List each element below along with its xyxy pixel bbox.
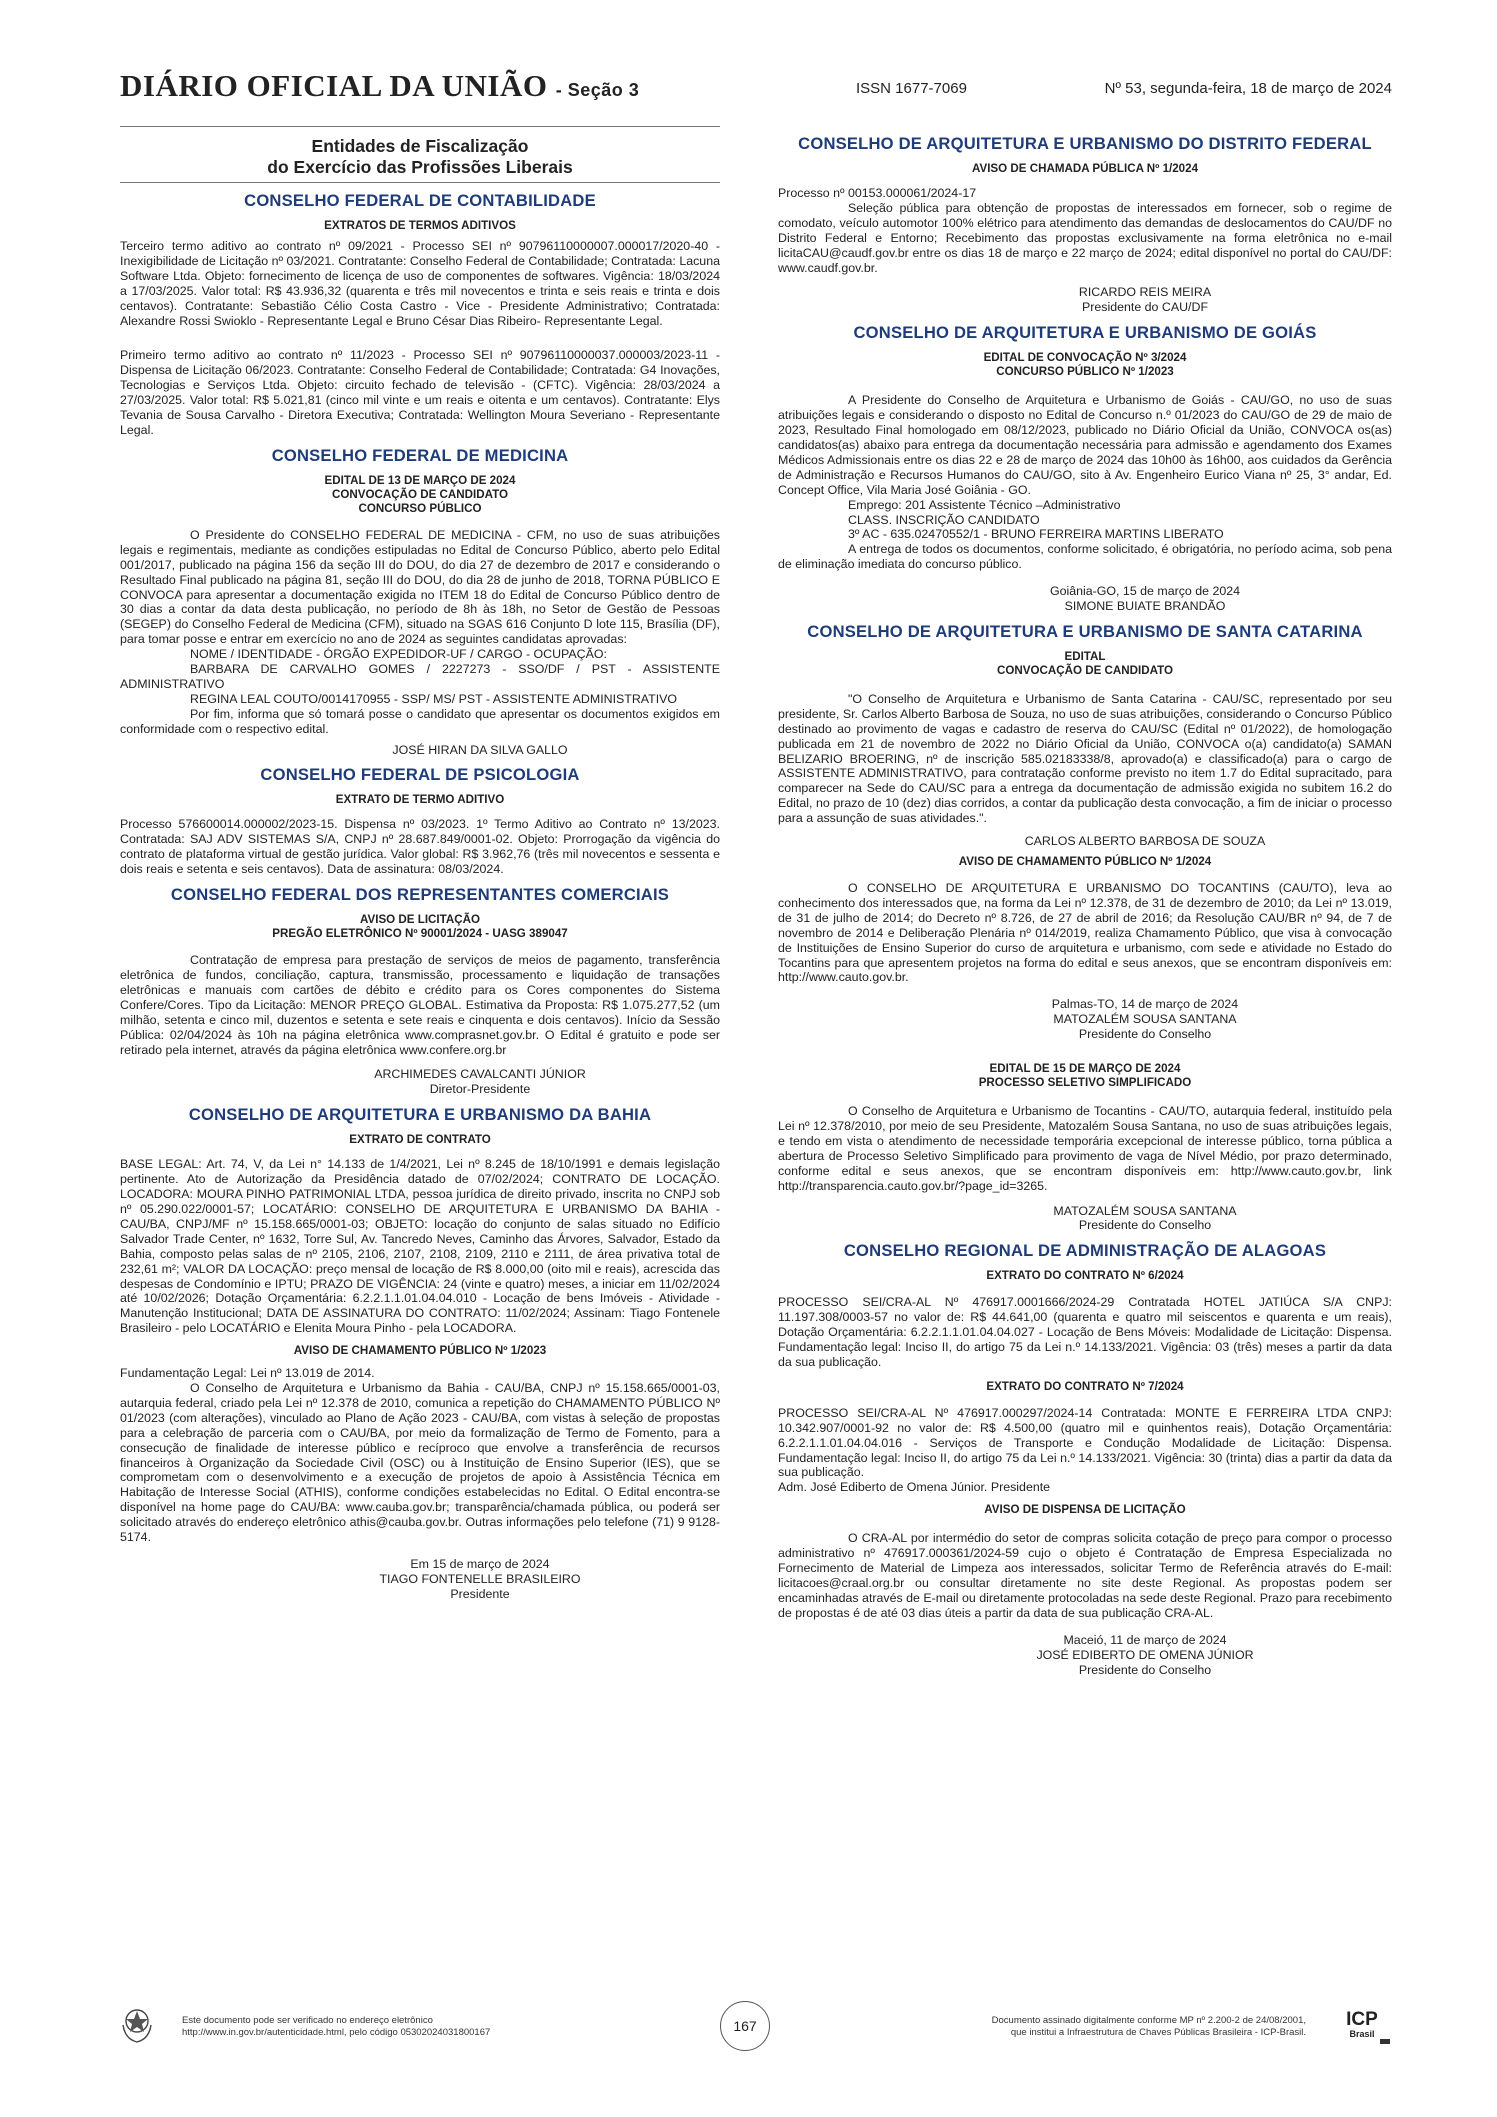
org-heading-cauba: CONSELHO DE ARQUITETURA E URBANISMO DA BAHIA [188, 1105, 652, 1125]
sub-heading: CONCURSO PÚBLICO [358, 501, 482, 515]
org-heading-confere: CONSELHO FEDERAL DOS REPRESENTANTES COMERCIAIS [170, 885, 670, 905]
paragraph: A Presidente do Conselho de Arquitetura e Urbanismo de Goiás - CAU/GO, no uso de suas atribuições legais e considerando o disposto no Edital de Concurso n.º 01/2023 do CAU/GO de 29 de maio de 2023, Resultado Final homologado em 08/12/2023, publicado no Diário Oficial da União, CONVOCA os(as) candidatos(as) abaixo para entrega da documentação necessária para admissão e agendamento dos Exames Médicos Admissionais entre os dias 22 e 28 de março de 2024 das 10h00 às 16h00, aos cuidados da Gerência de Administração e Recursos Humanos do CAU/GO, sito à Av. Engenheiro Eurico Viana nº 25, 3° andar, Ed. Concept Office, Vila Maria José Goiânia - GO. [778, 393, 1392, 497]
sub-heading: EXTRATO DE CONTRATO [349, 1133, 491, 1147]
header [120, 66, 1392, 106]
signature-date: Palmas-TO, 14 de março de 2024 [1051, 997, 1239, 1012]
signature-role: Diretor-Presidente [429, 1082, 531, 1097]
signature-date: Goiânia-GO, 15 de março de 2024 [1049, 584, 1241, 599]
sub-heading: CONCURSO PÚBLICO Nº 1/2023 [996, 365, 1174, 379]
sub-heading: CONVOCAÇÃO DE CANDIDATO [331, 487, 509, 501]
sub-heading: AVISO DE LICITAÇÃO [359, 913, 481, 927]
list-item: BARBARA DE CARVALHO GOMES / 2227273 - SSO/DF / PST - ASSISTENTE ADMINISTRATIVO [120, 662, 720, 691]
header-rule [120, 126, 720, 127]
signature: RICARDO REIS MEIRA [1078, 285, 1212, 300]
signature: SIMONE BUIATE BRANDÃO [1064, 599, 1226, 614]
paragraph: BASE LEGAL: Art. 74, V, da Lei n° 14.133 de 1/4/2021, Lei nº 8.245 de 18/10/1991 e demais legislação pertinente. Ato de Autorização da Presidência datado de 07/02/2024; CONTRATO DE LOCAÇÃO. LOCADORA: MOURA PINHO PATRIMONIAL LTDA, pessoa jurídica de direito privado, inscrita no CNPJ sob nº 05.290.022/0001-57; LOCATÁRIO: CONSELHO DE ARQUITETURA E URBANISMO DA BAHIA - CAU/BA, CNPJ/MF nº 15.158.665/0001-03; OBJETO: locação do conjunto de salas situado no Edifício Salvador Trade Center, nº 1632, Torre Sul, Av. Tancredo Neves, Caminho das Árvores, Salvador, Estado da Bahia, composto pelas salas de nº 2105, 2106, 2107, 2108, 2109, 2110 e 2111, de área privativa total de 232,61 m²; VALOR DA LOCAÇÃO: preço mensal de locação de R$ 8.000,00 (oito mil e reais), acrescida das despesas de Condomínio e IPTU; PRAZO DE VIGÊNCIA: 24 (vinte e quatro) meses, a iniciar em 11/02/2024 até 10/02/2026; Dotação Orçamentária: 6.2.2.1.1.01.04.04.010 - Locação de bens Imóveis - Atividade - Manutenção Institucional; DATA DE ASSINATURA DO CONTRATO: 11/02/2024; Assinam: Tiago Fontenele Brasileiro - pelo LOCATÁRIO e Elenita Moura Pinho - pela LOCADORA. [120, 1157, 720, 1336]
list-item: 3º AC - 635.02470552/1 - BRUNO FERREIRA MARTINS LIBERATO [848, 527, 1224, 542]
section-rule [120, 182, 720, 183]
sub-heading: AVISO DE CHAMAMENTO PÚBLICO Nº 1/2024 [958, 855, 1212, 868]
sub-heading: AVISO DE DISPENSA DE LICITAÇÃO [984, 1503, 1186, 1517]
paragraph: Seleção pública para obtenção de propostas de interessados em fornecer, sob o regime de comodato, veículo automotor 100% elétrico para atendimento das demandas de deslocamentos do CAU/DF no Distrito Federal e Entorno; Recebimento das propostas exclusivamente na forma eletrônica no e-mail licitaCAU@caudf.gov.br entre os dias 18 de março e 22 março de 2024; edital disponível no portal do CAU/DF: www.caudf.gov.br. [778, 200, 1392, 275]
list-item: CLASS. INSCRIÇÃO CANDIDATO [848, 512, 1040, 527]
org-heading-caugo: CONSELHO DE ARQUITETURA E URBANISMO DE GOIÁS [853, 323, 1317, 343]
issue-date: Nº 53, segunda-feira, 18 de março de 2024 [1104, 80, 1392, 97]
paragraph: Fundamentação Legal: Lei nº 13.019 de 2014. [120, 1366, 375, 1381]
list-item: REGINA LEAL COUTO/0014170955 - SSP/ MS/ PST - ASSISTENTE ADMINISTRATIVO [190, 691, 678, 706]
section-title: Entidades de Fiscalização do Exercício das Profissões Liberais [267, 136, 573, 177]
icp-logo-text: ICP [1346, 2009, 1378, 2030]
paragraph: O Conselho de Arquitetura e Urbanismo de Tocantins - CAU/TO, autarquia federal, instituído pela Lei nº 12.378/2010, por meio de seu Presidente, Matozalém Sousa Santana, no uso de suas atribuições legais, e tendo em vista o atendimento de necessidade temporária excepcional de interesse público, torna pública a abertura de Processo Seletivo Simplificado para provimento de vaga de Nível Médio, por prazo determinado, conforme edital e seus anexos, que se encontram disponíveis em: http://www.cauto.gov.br, link http://transparencia.cauto.gov.br/?page_id=3265. [778, 1104, 1392, 1193]
verification-note: Este documento pode ser verificado no endereço eletrônico http://www.in.gov.br/autenticidade.html, pelo código 05302024031800167 [182, 2015, 491, 2038]
signature-date: Em 15 de março de 2024 [410, 1557, 550, 1571]
sub-heading: EXTRATO DO CONTRATO Nº 6/2024 [986, 1269, 1184, 1283]
paragraph: Processo nº 00153.000061/2024-17 [778, 186, 977, 200]
list-item: Emprego: 201 Assistente Técnico –Administrativo [848, 497, 1121, 512]
sub-heading: PREGÃO ELETRÔNICO Nº 90001/2024 - UASG 389047 [272, 927, 568, 941]
paragraph: "O Conselho de Arquitetura e Urbanismo de Santa Catarina - CAU/SC, representado por seu presidente, Sr. Carlos Alberto Barbosa de Souza, no uso de suas atribuições, considerando o Concurso Público destinado ao provimento de vagas e cadastro de reserva do CAU/SC (Edital nº 01/2022), de homologação publicada em 21 de novembro de 2022 no Diário Oficial da União, CONVOCA o(a) candidato(a) SAMAN BELIZARIO BROERING, nº de inscrição 585.02183338/8, aprovado(a) e classificado(a) para o cargo de ASSISTENTE ADMINISTRATIVO, para contratação conforme previsto no item 1.7 do Edital supracitado, para comparecer na Sede do CAU/SC para a entrega da documentação de admissão exigida no subitem 16.2 do Edital, no prazo de 10 (dez) dias corridos, a contar da publicação desta convocação, a fim de iniciar o processo para a assunção de suas atividades.". [778, 691, 1392, 826]
sub-heading: PROCESSO SELETIVO SIMPLIFICADO [978, 1076, 1192, 1090]
paragraph: A entrega de todos os documentos, conforme solicitado, é obrigatória, no período acima, sob pena de eliminação imediata do concurso público. [778, 542, 1392, 572]
signature: MATOZALÉM SOUSA SANTANA [1053, 1203, 1237, 1218]
sub-heading: EXTRATOS DE TERMOS ADITIVOS [324, 219, 516, 232]
sub-heading: EXTRATO DO CONTRATO Nº 7/2024 [986, 1379, 1184, 1393]
signature-role: Presidente do Conselho [1078, 1218, 1212, 1233]
sub-heading: AVISO DE CHAMADA PÚBLICA Nº 1/2024 [971, 162, 1199, 175]
sub-heading: EDITAL DE CONVOCAÇÃO Nº 3/2024 [983, 351, 1187, 365]
coat-of-arms-icon [120, 2005, 154, 2045]
paragraph: Por fim, informa que só tomará posse o candidato que apresentar os documentos exigidos em conformidade com o respectivo edital. [120, 706, 720, 736]
sub-heading: EDITAL DE 15 DE MARÇO DE 2024 [989, 1062, 1181, 1076]
org-heading-cfp: CONSELHO FEDERAL DE PSICOLOGIA [260, 765, 580, 785]
paragraph: Contratação de empresa para prestação de serviços de meios de pagamento, transferência eletrônica de fundos, conciliação, captura, transmissão, processamento e liquidação de transações eletrônicas e manuais com cartões de débito e crédito para os Cores componentes do Sistema Confere/Cores. Tipo da Licitação: MENOR PREÇO GLOBAL. Estimativa da Proposta: R$ 1.075.277,52 (um milhão, setenta e cinco mil, duzentos e setenta e sete reais e cinquenta e dois centavos). Início da Sessão Pública: 02/04/2024 às 10h na página eletrônica www.comprasnet.gov.br. O Edital é gratuito e pode ser retirado pela internet, através da página eletrônica www.confere.org.br [120, 953, 720, 1057]
org-heading-cfc: CONSELHO FEDERAL DE CONTABILIDADE [244, 191, 596, 210]
signature-role: Presidente do Conselho [1078, 1027, 1212, 1042]
signature: CARLOS ALBERTO BARBOSA DE SOUZA [1024, 834, 1266, 849]
section-label: - Seção 3 [555, 80, 640, 100]
signature: JOSÉ EDIBERTO DE OMENA JÚNIOR [1036, 1647, 1254, 1662]
signature: JOSÉ HIRAN DA SILVA GALLO [392, 742, 568, 757]
paragraph: Terceiro termo aditivo ao contrato nº 09/2021 - Processo SEI nº 90796110000007.000017/2020-40 - Inexigibilidade de Licitação nº 03/2021. Contratante: Conselho Federal de Contabilidade; Contratada: Lacuna Software Ltda. Objeto: fornecimento de licença de uso de componentes de softwares. Vigência: 18/03/2024 a 17/03/2025. Valor total: R$ 43.936,32 (quarenta e três mil novecentos e trinta e seis reais e trinta e dois centavos). Contratante: Sebastião Célio Costa Castro - Vice - Presidente Administrativo; Contratada: Alexandre Rossi Swioklo - Representante Legal e Bruno César Dias Ribeiro- Representante Legal. [120, 239, 720, 328]
page-number: 167 [720, 2001, 770, 2051]
paragraph: Adm. José Ediberto de Omena Júnior. Presidente [778, 1480, 1051, 1495]
signature-role: Presidente do Conselho [1078, 1662, 1212, 1677]
sub-heading: EDITAL DE 13 DE MARÇO DE 2024 [324, 473, 516, 487]
icp-logo-subtext: Brasil [1349, 2029, 1375, 2039]
icp-brasil-logo-icon [1332, 2005, 1392, 2049]
org-heading-craal: CONSELHO REGIONAL DE ADMINISTRAÇÃO DE ALAGOAS [843, 1241, 1327, 1261]
signature-role: Presidente do CAU/DF [1081, 300, 1209, 315]
sub-heading: EDITAL [1064, 649, 1106, 663]
signature: TIAGO FONTENELLE BRASILEIRO [379, 1571, 581, 1586]
paragraph: Processo 576600014.000002/2023-15. Dispensa nº 03/2023. 1º Termo Aditivo ao Contrato nº 13/2023. Contratada: SAJ ADV SISTEMAS S/A, CNPJ nº 28.687.849/0001-02. Objeto: Prorrogação da vigência do contrato de plataforma virtual de gestão jurídica. Valor global: R$ 3.962,76 (três mil novecentos e sessenta e dois reais e setenta e seis centavos). Data de assinatura: 08/03/2024. [120, 817, 720, 877]
signature-date: Maceió, 11 de março de 2024 [1063, 1632, 1227, 1647]
list-item: NOME / IDENTIDADE - ÓRGÃO EXPEDIDOR-UF / CARGO - OCUPAÇÃO: [190, 647, 607, 662]
sub-heading: EXTRATO DE TERMO ADITIVO [335, 793, 505, 807]
sub-heading: CONVOCAÇÃO DE CANDIDATO [996, 663, 1174, 677]
sub-heading: AVISO DE CHAMAMENTO PÚBLICO Nº 1/2023 [293, 1344, 547, 1358]
paragraph: PROCESSO SEI/CRA-AL Nº 476917.000297/2024-14 Contratada: MONTE E FERREIRA LTDA CNPJ: 10.342.907/0001-92 no valor de: R$ 4.500,00 (quatro mil e quinhentos reais), Dotação Orçamentária: 6.2.2.1.1.01.04.04.016 - Serviços de Transporte e Condução Modalidade de Licitação: Dispensa. Fundamentação legal: Inciso II, do artigo 75 da Lei n.º 14.133/2021. Vigência: 30 (trinta) dias a partir da data da sua publicação. [778, 1405, 1392, 1480]
signature-role: Presidente [450, 1586, 510, 1601]
paragraph: Primeiro termo aditivo ao contrato nº 11/2023 - Processo SEI nº 90796110000037.000003/2023-11 - Dispensa de Licitação 06/2023. Contratante: Conselho Federal de Contabilidade; Contratada: G4 Inovações, Tecnologias e Serviços Ltda. Objeto: circuito fechado de televisão - (CFTC). Vigência: 28/03/2024 a 27/03/2025. Valor total: R$ 5.021,81 (cinco mil vinte e um reais e oitenta e um centavos). Contratante: Elys Tevania de Sousa Carvalho - Diretora Executiva; Contratada: Wellington Moura Severiano - Representante Legal. [120, 348, 720, 437]
journal-title: DIÁRIO OFICIAL DA UNIÃO - Seção 3 [120, 68, 640, 103]
org-heading-caudf: CONSELHO DE ARQUITETURA E URBANISMO DO DISTRITO FEDERAL [798, 134, 1372, 153]
paragraph: O Presidente do CONSELHO FEDERAL DE MEDICINA - CFM, no uso de suas atribuições legais e regimentais, mediante as condições estipuladas no Edital de Concurso Público, aberto pelo Edital 001/2017, publicado na página 156 da seção III do DOU, do dia 27 de dezembro de 2017 e considerando o Resultado Final publicado na página 81, seção III do DOU, do dia 28 de junho de 2018, TORNA PÚBLICO E CONVOCA para apresentar a documentação exigida no ITEM 18 do Edital de Concurso Público dentro de 30 dias a contar da data desta publicação, no período de 8h às 18h, no Setor de Gestão de Pessoas (SEGEP) do Conselho Federal de Medicina (CFM), situado na SGAS 616 Conjunto D lote 115, Brasília (DF), para tomar posse e entrar em exercício no ano de 2024 as seguintes candidatas aprovadas: [120, 527, 720, 647]
paragraph: PROCESSO SEI/CRA-AL Nº 476917.0001666/2024-29 Contratada HOTEL JATIÚCA S/A CNPJ: 11.197.308/0003-57 no valor de: R$ 44.641,00 (quarenta e quatro mil seiscentos e quarenta e um reais), Dotação Orçamentária: 6.2.2.1.1.01.04.04.027 - Locação de Bens Móveis: Modalidade de Licitação: Dispensa. Fundamentação legal: Inciso II, do artigo 75 da Lei n.º 14.133/2021. Vigência: 03 (três) meses a partir da data da sua publicação. [778, 1295, 1392, 1369]
paragraph: O CONSELHO DE ARQUITETURA E URBANISMO DO TOCANTINS (CAU/TO), leva ao conhecimento dos interessados que, na forma da Lei nº 12.378, de 31 de dezembro de 2010; da Lei nº 13.019, de 31 de julho de 2014; do Decreto nº 8.726, de 27 de abril de 2016; da Resolução CAU/BR nº 94, de 7 de novembro de 2014 e Deliberação Plenária nº 014/2019, realiza Chamamento Público, que visa à convocação de Instituições de Ensino Superior do curso de arquitetura e urbanismo, com sede e atividade no Estado do Tocantins para que apresentem projetos na forma do edital e seus anexos, que se encontram disponíveis em: http://www.cauto.gov.br. [778, 881, 1392, 985]
paragraph: O Conselho de Arquitetura e Urbanismo da Bahia - CAU/BA, CNPJ nº 15.158.665/0001-03, autarquia federal, criado pela Lei nº 12.378 de 2010, comunica a repetição do CHAMAMENTO PÚBLICO Nº 01/2023 (com alterações), vinculado ao Plano de Ação 2023 - CAU/BA, com vistas à seleção de propostas para a celebração de parceria com o CAU/BA, por meio da formalização de Termo de Fomento, para a consecução de finalidade de interesse público e recíproco que envolve a transferência de recursos financeiros à Organização da Sociedade Civil (OSC) ou à Instituição de Ensino Superior (IES), que se comprometam com o desenvolvimento e a execução de projetos de apoio à Assistência Técnica em Habitação de Interesse Social (ATHIS), conforme condições estabelecidas no Edital. O Edital encontra-se disponível na home page do CAU/BA: www.cauba.gov.br; transparência/chamada pública, ou poderá ser solicitado através do endereço eletrônico athis@cauba.gov.br. Outras informações pelo telefone (71) 9 9128-5174. [120, 1381, 720, 1545]
org-heading-causc: CONSELHO DE ARQUITETURA E URBANISMO DE SANTA CATARINA [807, 621, 1363, 641]
signature: ARCHIMEDES CAVALCANTI JÚNIOR [374, 1067, 586, 1082]
signature: MATOZALÉM SOUSA SANTANA [1053, 1012, 1237, 1027]
left-column [120, 132, 720, 1602]
paragraph: O CRA-AL por intermédio do setor de compras solicita cotação de preço para compor o processo administrativo nº 476917.000361/2024-59 cujo o objeto é Contratação de Empresa Especializada no Fornecimento de Material de Limpeza aos interessados, solicitar Termo de Referência através do E-mail: licitacoes@craal.org.br ou consultar diretamente no site deste Regional. As propostas podem ser encaminhadas através de E-mail ou diretamente protocoladas na sede deste Regional. Prazo para recebimento de propostas é de até 03 dias úteis a partir da data de sua publicação CRA-AL. [778, 1531, 1392, 1620]
issn: ISSN 1677-7069 [856, 80, 967, 97]
org-heading-cfm: CONSELHO FEDERAL DE MEDICINA [271, 445, 569, 465]
right-column [778, 132, 1392, 1677]
footer [120, 2005, 1392, 2065]
signature-note: Documento assinado digitalmente conforme MP nº 2.200-2 de 24/08/2001, que institui a Infraestrutura de Chaves Públicas Brasileira - ICP-Brasil. [991, 2015, 1306, 2038]
